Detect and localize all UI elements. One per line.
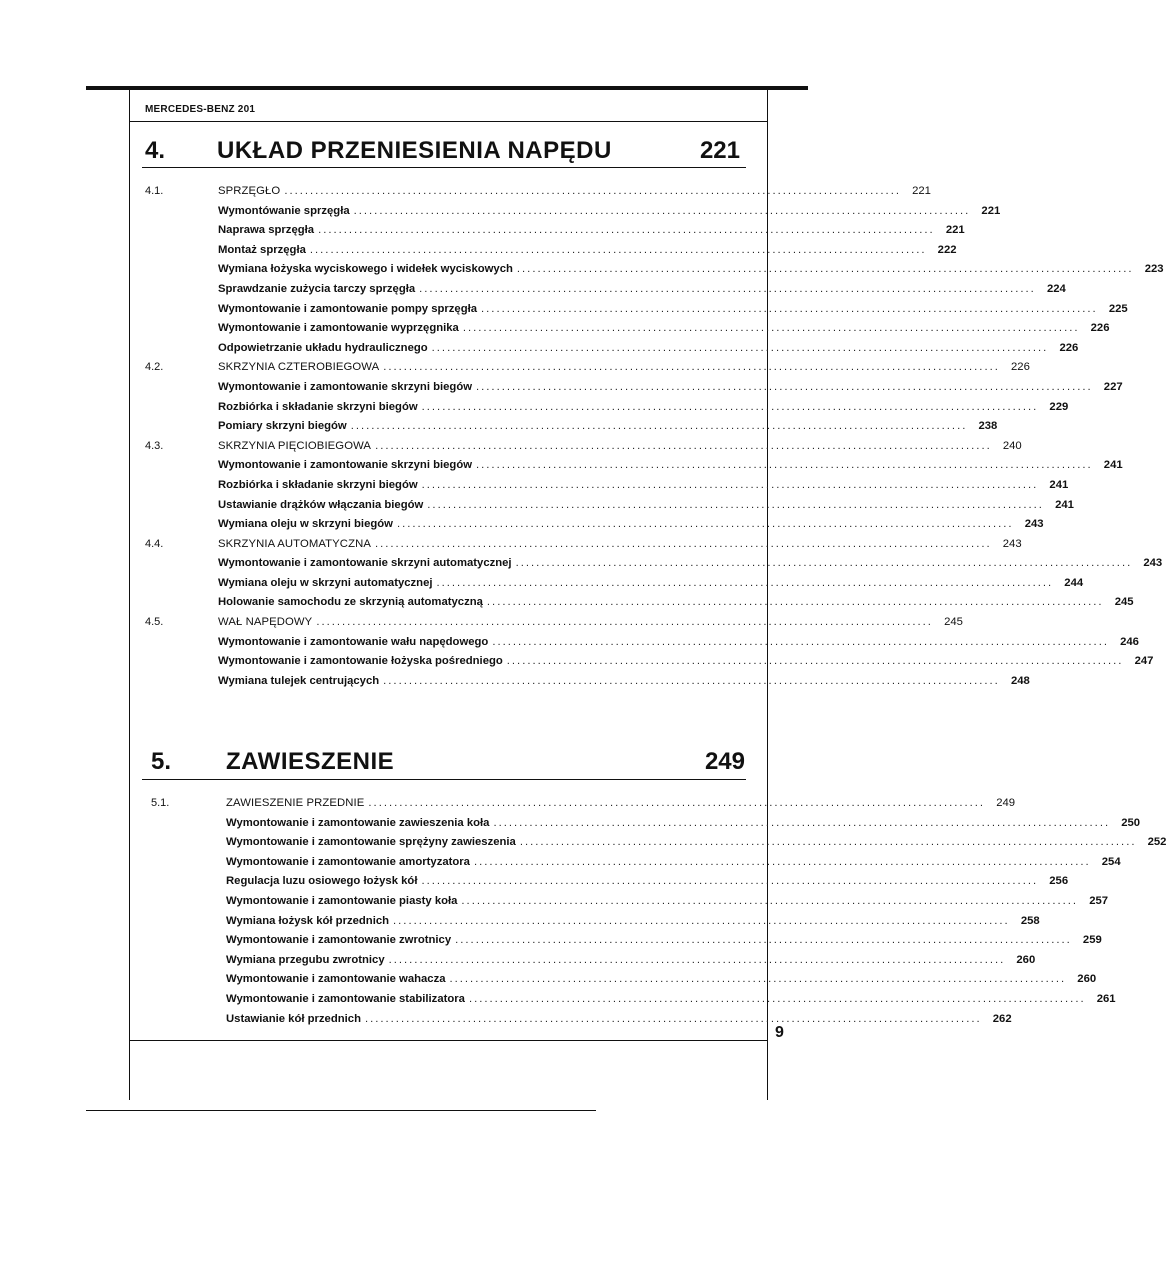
entry-title: SKRZYNIA AUTOMATYCZNA <box>218 537 371 550</box>
toc-entry <box>218 243 957 256</box>
leader-dots: ........................................................................................................................ <box>421 478 1039 491</box>
toc-row <box>0 379 1123 399</box>
entry-page: 241 <box>1055 498 1074 511</box>
entry-title: Wymiana przegubu zwrotnicy <box>226 953 385 966</box>
entry-page: 249 <box>996 797 1016 809</box>
entry-page: 243 <box>1143 557 1163 570</box>
entry-page: 221 <box>912 185 931 197</box>
toc-row <box>0 614 963 634</box>
entry-page: 221 <box>945 224 965 237</box>
page-bottom-line <box>86 1110 596 1111</box>
toc-row <box>0 594 1134 614</box>
section-number: 4.4. <box>145 537 164 550</box>
toc-row <box>0 913 1040 933</box>
toc-entry <box>218 400 1069 413</box>
chapter5-rule <box>142 779 746 780</box>
leader-dots: ........................................................................................................................ <box>436 576 1054 589</box>
header-rule <box>129 121 767 122</box>
toc-entry <box>218 185 931 197</box>
entry-title: Wymontówanie sprzęgła <box>218 204 350 217</box>
toc-entry <box>226 934 1102 947</box>
top-border <box>86 86 808 90</box>
entry-page: 241 <box>1103 459 1123 472</box>
entry-title: Wymontowanie i zamontowanie pompy sprzęgła <box>218 302 478 315</box>
toc-row <box>0 536 1022 556</box>
leader-dots: ........................................................................................................................ <box>473 855 1091 868</box>
toc-row <box>0 653 1154 673</box>
toc-row <box>0 242 957 262</box>
leader-dots: ........................................................................................................................ <box>364 1012 982 1025</box>
leader-dots: ........................................................................................................................ <box>493 816 1111 829</box>
page-number: 9 <box>775 1024 784 1041</box>
leader-dots: ........................................................................................................................ <box>388 953 1006 966</box>
entry-title: Wymontowanie i zamontowanie skrzyni biegów <box>218 459 473 472</box>
entry-title: Wymontowanie i zamontowanie sprężyny zawieszenia <box>226 836 516 849</box>
toc-entry <box>218 576 1084 589</box>
section-number: 4.2. <box>145 361 164 374</box>
leader-dots: ........................................................................................................................ <box>492 635 1109 648</box>
entry-title: Wymiana oleju w skrzyni biegów <box>218 518 393 531</box>
toc-entry <box>226 894 1109 907</box>
toc-entry <box>218 439 1022 452</box>
leader-dots: ........................................................................................................................ <box>383 361 1000 374</box>
chapter-5-title: ZAWIESZENIE <box>226 748 395 775</box>
entry-page: 250 <box>1121 816 1141 829</box>
chapter-4-title: UKŁAD PRZENIESIENIA NAPĘDU <box>217 137 612 164</box>
toc-entry <box>218 674 1030 687</box>
entry-title: Wymiana łożysk kół przednich <box>226 914 390 927</box>
chapter4-rule <box>142 167 746 168</box>
entry-page: 262 <box>992 1012 1012 1025</box>
entry-page: 229 <box>1049 400 1069 413</box>
entry-page: 247 <box>1134 655 1154 668</box>
leader-dots: ........................................................................................................................ <box>375 439 992 452</box>
leader-dots: ........................................................................................................................ <box>449 973 1067 986</box>
leader-dots: ........................................................................................................................ <box>374 537 992 550</box>
toc-entry <box>218 420 998 433</box>
leader-dots: ........................................................................................................................ <box>309 243 927 256</box>
toc-entry <box>218 635 1139 648</box>
toc-entry <box>218 537 1022 550</box>
entry-title: ZAWIESZENIE PRZEDNIE <box>226 797 365 809</box>
toc-entry <box>218 302 1128 315</box>
entry-title: Sprawdzanie zużycia tarczy sprzęgła <box>218 282 416 295</box>
entry-page: 261 <box>1096 992 1116 1005</box>
entry-title: SKRZYNIA PIĘCIOBIEGOWA <box>218 439 372 452</box>
toc-entry <box>218 478 1069 491</box>
toc-entry <box>218 596 1134 609</box>
toc-row <box>0 497 1074 517</box>
leader-dots: ........................................................................................................................ <box>516 263 1134 276</box>
entry-page: 241 <box>1049 478 1069 491</box>
toc-entry <box>218 616 963 629</box>
toc-row <box>0 873 1069 893</box>
toc-entry <box>218 282 1066 295</box>
toc-row <box>0 261 1164 281</box>
toc-entry <box>218 557 1163 570</box>
entry-title: Wymiana tulejek centrujących <box>218 674 380 687</box>
entry-title: Wymontowanie i zamontowanie amortyzatora <box>226 855 470 868</box>
entry-page: 222 <box>937 243 957 256</box>
toc-entry <box>226 973 1097 986</box>
entry-title: Wymontowanie i zamontowanie skrzyni automatycznej <box>218 557 512 570</box>
toc-row <box>0 438 1022 458</box>
leader-dots: ........................................................................................................................ <box>461 894 1079 907</box>
leader-dots: ........................................................................................................................ <box>455 934 1072 947</box>
toc-row <box>0 281 1066 301</box>
toc-entry <box>218 498 1074 511</box>
section-number: 4.1. <box>145 185 164 197</box>
leader-dots: ........................................................................................................................ <box>318 224 935 237</box>
toc-row <box>0 834 1166 854</box>
entry-title: Wymontowanie i zamontowanie zwrotnicy <box>226 934 452 947</box>
entry-title: Ustawianie drążków włączania biegów <box>218 498 424 511</box>
entry-title: Montaż sprzęgła <box>218 243 306 256</box>
leader-dots: ........................................................................................................................ <box>284 185 901 197</box>
toc-entry <box>226 797 1016 809</box>
entry-title: Holowanie samochodu ze skrzynią automatyczną <box>218 596 483 609</box>
entry-page: 245 <box>1114 596 1134 609</box>
entry-title: Wymontowanie i zamontowanie wahacza <box>226 973 446 986</box>
toc-row <box>0 399 1069 419</box>
entry-page: 226 <box>1011 361 1030 374</box>
entry-page: 260 <box>1077 973 1097 986</box>
toc-entry <box>226 914 1040 927</box>
entry-title: Odpowietrzanie układu hydraulicznego <box>218 341 428 354</box>
toc-entry <box>226 875 1069 888</box>
toc-entry <box>218 224 965 237</box>
entry-page: 223 <box>1144 263 1164 276</box>
toc-row <box>0 222 965 242</box>
toc-entry <box>218 459 1123 472</box>
section-number: 5.1. <box>151 797 170 809</box>
entry-page: 248 <box>1010 674 1030 687</box>
toc-entry <box>226 1012 1012 1025</box>
entry-page: 246 <box>1120 635 1139 648</box>
toc-row <box>0 477 1069 497</box>
entry-page: 226 <box>1059 341 1079 354</box>
entry-page: 238 <box>978 420 998 433</box>
entry-page: 245 <box>944 616 963 629</box>
leader-dots: ........................................................................................................................ <box>396 518 1014 531</box>
toc-entry <box>218 341 1079 354</box>
toc-row <box>0 854 1121 874</box>
chapter-4-number: 4. <box>145 137 166 164</box>
section-number: 4.3. <box>145 439 164 452</box>
toc-entry <box>218 518 1044 531</box>
entry-page: 244 <box>1064 576 1084 589</box>
toc-row <box>0 418 998 438</box>
chapter-5-number: 5. <box>151 748 172 775</box>
toc-row <box>0 952 1036 972</box>
toc-row <box>0 183 931 203</box>
entry-page: 258 <box>1020 914 1040 927</box>
toc-row <box>0 991 1116 1011</box>
chapter-4-toc <box>0 183 1164 692</box>
entry-title: Wymontowanie i zamontowanie zawieszenia koła <box>226 816 490 829</box>
leader-dots: ........................................................................................................................ <box>393 914 1010 927</box>
toc-row <box>0 673 1030 693</box>
toc-entry <box>218 655 1154 668</box>
entry-page: 226 <box>1090 322 1110 335</box>
entry-page: 252 <box>1147 836 1166 849</box>
bottom-rule <box>129 1040 767 1041</box>
toc-row <box>0 971 1097 991</box>
entry-page: 243 <box>1002 537 1022 550</box>
leader-dots: ........................................................................................................................ <box>427 498 1044 511</box>
toc-row <box>0 575 1084 595</box>
toc-entry <box>218 361 1030 374</box>
leader-dots: ........................................................................................................................ <box>368 797 986 809</box>
entry-page: 259 <box>1082 934 1102 947</box>
leader-dots: ........................................................................................................................ <box>421 400 1039 413</box>
book-title: MERCEDES-BENZ 201 <box>145 104 256 115</box>
leader-dots: ........................................................................................................................ <box>350 420 968 433</box>
toc-entry <box>226 953 1036 966</box>
toc-entry <box>226 816 1141 829</box>
leader-dots: ........................................................................................................................ <box>476 459 1093 472</box>
leader-dots: ........................................................................................................................ <box>421 875 1039 888</box>
leader-dots: ........................................................................................................................ <box>481 302 1098 315</box>
toc-entry <box>218 380 1123 393</box>
toc-entry <box>218 322 1110 335</box>
entry-page: 260 <box>1016 953 1036 966</box>
entry-page: 225 <box>1108 302 1128 315</box>
entry-page: 227 <box>1103 380 1123 393</box>
leader-dots: ........................................................................................................................ <box>383 674 1000 687</box>
section-number: 4.5. <box>145 616 164 629</box>
toc-row <box>0 320 1110 340</box>
toc-entry <box>218 204 1001 217</box>
toc-row <box>0 893 1109 913</box>
entry-title: Rozbiórka i składanie skrzyni biegów <box>218 478 418 491</box>
toc-row <box>0 203 1001 223</box>
entry-title: SPRZĘGŁO <box>218 185 281 197</box>
entry-title: Wymontowanie i zamontowanie piasty koła <box>226 894 458 907</box>
chapter-5-page: 249 <box>704 748 745 775</box>
entry-title: Wymontowanie i zamontowanie skrzyni biegów <box>218 380 473 393</box>
chapter-5-toc <box>0 795 1166 1030</box>
leader-dots: ........................................................................................................................ <box>316 616 933 629</box>
toc-row <box>0 359 1030 379</box>
toc-entry <box>226 855 1121 868</box>
leader-dots: ........................................................................................................................ <box>515 557 1133 570</box>
entry-title: SKRZYNIA CZTEROBIEGOWA <box>218 361 380 374</box>
entry-page: 240 <box>1002 439 1022 452</box>
entry-title: Regulacja luzu osiowego łożysk kół <box>226 875 418 888</box>
leader-dots: ........................................................................................................................ <box>506 655 1124 668</box>
toc-entry <box>226 836 1166 849</box>
entry-page: 256 <box>1049 875 1069 888</box>
entry-title: WAŁ NAPĘDOWY <box>218 616 313 629</box>
toc-row <box>0 555 1163 575</box>
entry-title: Wymontowanie i zamontowanie wału napędowego <box>218 635 489 648</box>
toc-row <box>0 516 1044 536</box>
toc-row <box>0 795 1016 815</box>
entry-title: Pomiary skrzyni biegów <box>218 420 347 433</box>
leader-dots: ........................................................................................................................ <box>468 992 1086 1005</box>
leader-dots: ........................................................................................................................ <box>419 282 1036 295</box>
toc-row <box>0 457 1123 477</box>
leader-dots: ........................................................................................................................ <box>431 341 1049 354</box>
toc-row <box>0 815 1141 835</box>
entry-page: 221 <box>981 204 1001 217</box>
leader-dots: ........................................................................................................................ <box>462 322 1080 335</box>
chapter-4-page: 221 <box>699 137 740 164</box>
entry-page: 254 <box>1101 855 1121 868</box>
toc-row <box>0 634 1139 654</box>
entry-page: 224 <box>1046 282 1066 295</box>
entry-title: Wymontowanie i zamontowanie stabilizatora <box>226 992 465 1005</box>
toc-row <box>0 301 1128 321</box>
toc-entry <box>218 263 1164 276</box>
entry-title: Rozbiórka i składanie skrzyni biegów <box>218 400 418 413</box>
entry-title: Wymiana łożyska wyciskowego i widełek wyciskowych <box>218 263 513 276</box>
toc-row <box>0 1011 1012 1031</box>
entry-title: Naprawa sprzęgła <box>218 224 315 237</box>
entry-title: Wymiana oleju w skrzyni automatycznej <box>218 576 433 589</box>
entry-page: 257 <box>1089 894 1109 907</box>
leader-dots: ........................................................................................................................ <box>486 596 1104 609</box>
leader-dots: ........................................................................................................................ <box>476 380 1093 393</box>
entry-title: Ustawianie kół przednich <box>226 1012 361 1025</box>
entry-title: Wymontowanie i zamontowanie łożyska pośredniego <box>218 655 503 668</box>
entry-title: Wymontowanie i zamontowanie wyprzęgnika <box>218 322 459 335</box>
leader-dots: ........................................................................................................................ <box>353 204 971 217</box>
toc-row <box>0 932 1102 952</box>
toc-entry <box>226 992 1116 1005</box>
entry-page: 243 <box>1024 518 1044 531</box>
toc-row <box>0 340 1079 360</box>
leader-dots: ........................................................................................................................ <box>519 836 1137 849</box>
